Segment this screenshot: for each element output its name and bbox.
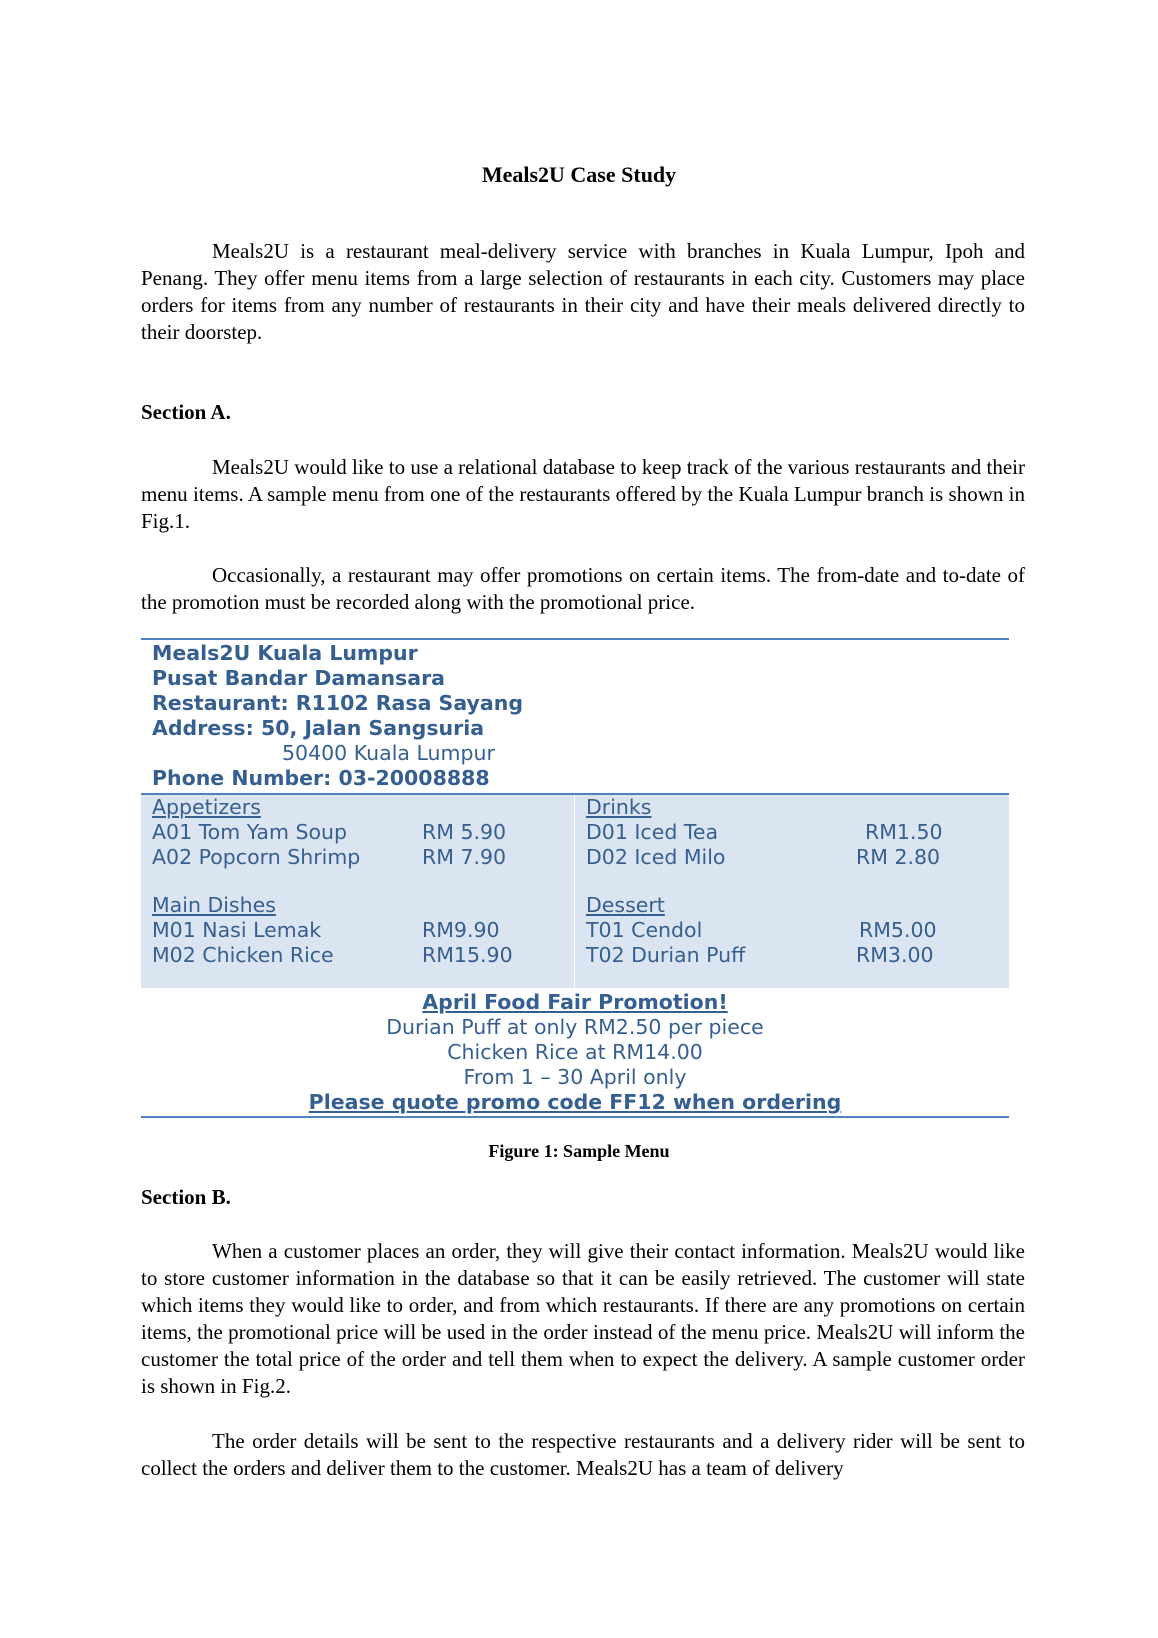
figure-caption: Figure 1: Sample Menu (488, 1141, 670, 1161)
section-b-paragraph-1 (141, 1238, 1025, 1400)
section-a-paragraph-1 (141, 454, 1025, 535)
promotion-block (141, 988, 1009, 1118)
section-b-paragraph-2 (141, 1428, 1025, 1482)
section-b-p2-text: The order details will be sent to the respective restaurants and a delivery rider will be sent to collect the orders and deliver them to the customer. Meals2U has a team of delivery (141, 1429, 1025, 1480)
category-dessert: Dessert (586, 893, 665, 917)
section-a-paragraph-2 (141, 562, 1025, 616)
menu-item (586, 918, 999, 943)
item-name: M01 Nasi Lemak (152, 918, 322, 942)
section-b-heading: Section B. (141, 1185, 231, 1209)
menu-address-line2: 50400 Kuala Lumpur (282, 741, 495, 765)
item-price: RM1.50 (865, 820, 943, 844)
promo-title: April Food Fair Promotion! (422, 990, 728, 1014)
menu-column-right (575, 795, 1009, 988)
document-title: Meals2U Case Study (481, 162, 677, 187)
item-name: D01 Iced Tea (586, 820, 719, 844)
item-name: T01 Cendol (586, 918, 703, 942)
promo-code-line: Please quote promo code FF12 when ordering (308, 1090, 842, 1114)
menu-restaurant: Restaurant: R1102 Rasa Sayang (152, 691, 523, 715)
menu-column-left (141, 795, 575, 988)
item-name: D02 Iced Milo (586, 845, 726, 869)
menu-branch: Meals2U Kuala Lumpur (152, 641, 418, 665)
item-price: RM5.00 (859, 918, 937, 942)
item-price: RM9.90 (422, 918, 500, 942)
menu-item (152, 918, 564, 943)
menu-area: Pusat Bandar Damansara (152, 666, 446, 690)
item-name: M02 Chicken Rice (152, 943, 334, 967)
item-price: RM 7.90 (422, 845, 507, 869)
intro-paragraph (141, 238, 1025, 346)
menu-header (141, 638, 1009, 795)
item-name: T02 Durian Puff (586, 943, 746, 967)
category-appetizers: Appetizers (152, 795, 261, 819)
menu-item (586, 943, 999, 968)
category-drinks: Drinks (586, 795, 652, 819)
intro-text: Meals2U is a restaurant meal-delivery service with branches in Kuala Lumpur, Ipoh and Penang. They offer menu items from a large selection of restaurants in each city. Customers may place orders for items from any number of restaurants in their city and have their meals delivered directly to their doorstep. (141, 239, 1025, 344)
section-a-p1-text: Meals2U would like to use a relational database to keep track of the various restaurants and their menu items. A sample menu from one of the restaurants offered by the Kuala Lumpur branch is shown in Fig.1. (141, 455, 1025, 533)
item-price: RM3.00 (856, 943, 934, 967)
promo-line-3: From 1 – 30 April only (463, 1065, 687, 1089)
promo-line-1: Durian Puff at only RM2.50 per piece (386, 1015, 764, 1039)
promo-line-2: Chicken Rice at RM14.00 (447, 1040, 703, 1064)
menu-item (152, 943, 564, 968)
menu-items-grid (141, 795, 1009, 988)
category-main-dishes: Main Dishes (152, 893, 276, 917)
section-a-heading: Section A. (141, 400, 231, 424)
item-name: A01 Tom Yam Soup (152, 820, 348, 844)
menu-item (152, 845, 564, 870)
section-b-p1-text: When a customer places an order, they will give their contact information. Meals2U would like to store customer information in the database so that it can be easily retrieved. The customer will state which items they would like to order, and from which restaurants. If there are any promotions on certain items, the promotional price will be used in the order instead of the menu price. Meals2U will inform the customer the total price of the order and tell them when to expect the delivery. A sample customer order is shown in Fig.2. (141, 1239, 1025, 1398)
menu-item (152, 820, 564, 845)
item-price: RM 5.90 (422, 820, 507, 844)
menu-address-line1: Address: 50, Jalan Sangsuria (152, 716, 485, 740)
menu-item (586, 820, 999, 845)
item-price: RM 2.80 (856, 845, 941, 869)
menu-phone: Phone Number: 03-20008888 (152, 766, 490, 790)
menu-item (586, 845, 999, 870)
item-name: A02 Popcorn Shrimp (152, 845, 361, 869)
section-a-p2-text: Occasionally, a restaurant may offer promotions on certain items. The from-date and to-date of the promotion must be recorded along with the promotional price. (141, 563, 1025, 614)
item-price: RM15.90 (422, 943, 513, 967)
sample-menu (141, 638, 1009, 1118)
